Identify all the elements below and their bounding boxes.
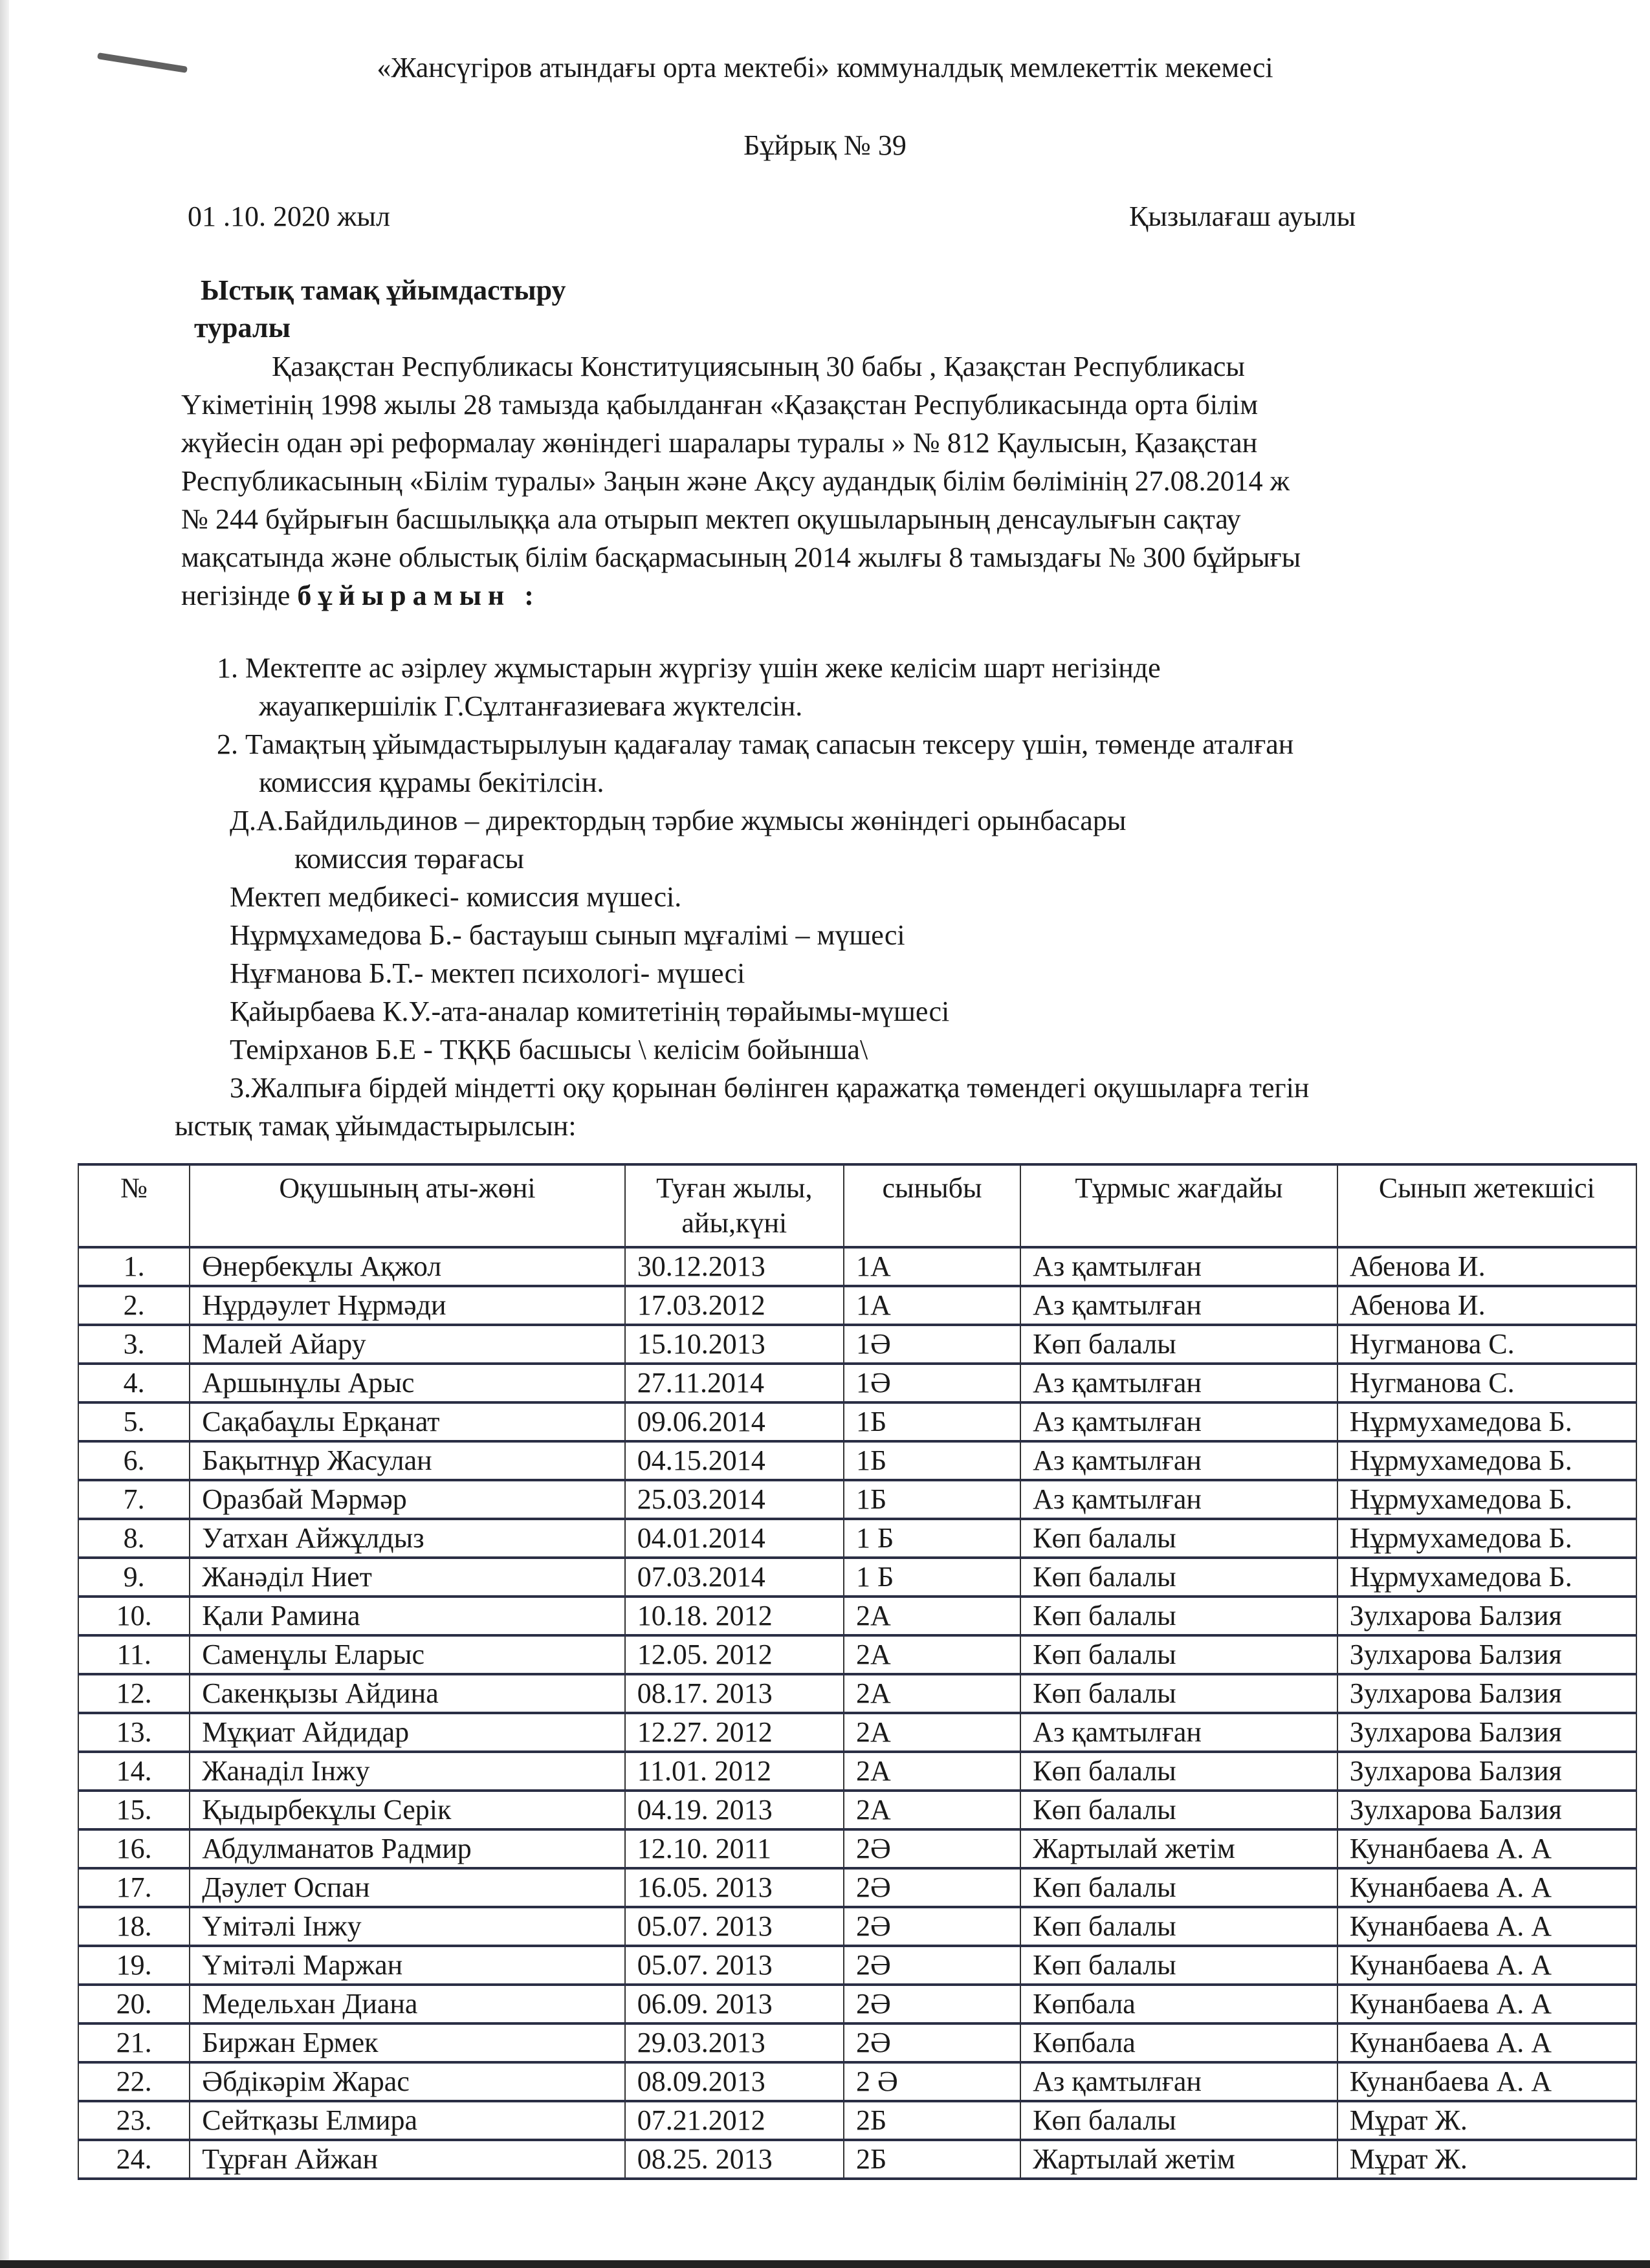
- cell-class-teacher: Кунанбаева А. А: [1337, 1946, 1636, 1985]
- cell-class-teacher: Мұрат Ж.: [1337, 2140, 1636, 2179]
- cell-student-name: Дәулет Оспан: [190, 1868, 624, 1907]
- cell-birth-date: 27.11.2014: [625, 1364, 844, 1402]
- cell-class-teacher: Абенова И.: [1337, 1247, 1636, 1286]
- cell-class-teacher: Зулхарова Балзия: [1337, 1752, 1636, 1791]
- cell-student-name: Қали Рамина: [190, 1597, 624, 1635]
- table-row: [78, 1674, 1636, 1713]
- commission-member: Нұғманова Б.Т.- мектеп психологі- мүшесі: [230, 957, 745, 989]
- cell-class-teacher: Кунанбаева А. А: [1337, 2062, 1636, 2101]
- cell-birth-date: 10.18. 2012: [625, 1597, 844, 1635]
- order-word: бұйырамын :: [297, 580, 540, 611]
- cell-number: 5.: [78, 1402, 190, 1441]
- cell-living-conditions: Аз қамтылған: [1020, 1364, 1337, 1402]
- cell-class: 2Ә: [844, 1946, 1020, 1985]
- cell-class: 1Ә: [844, 1325, 1020, 1364]
- cell-birth-date: 04.15.2014: [625, 1441, 844, 1480]
- cell-birth-date: 07.03.2014: [625, 1558, 844, 1597]
- cell-class: 2Ә: [844, 1907, 1020, 1946]
- cell-student-name: Уатхан Айжұлдыз: [190, 1519, 624, 1558]
- cell-number: 11.: [78, 1635, 190, 1674]
- item-1-line-2: жауапкершілік Г.Сұлтанғазиеваға жүктелсін.: [259, 690, 803, 722]
- cell-student-name: Биржан Ермек: [190, 2023, 624, 2062]
- cell-class-teacher: Кунанбаева А. А: [1337, 1985, 1636, 2023]
- preamble-line: № 244 бұйрығын басшылыққа ала отырып мектеп оқушыларының денсаулығын сақтау: [181, 503, 1241, 535]
- cell-student-name: Саменұлы Еларыс: [190, 1635, 624, 1674]
- cell-class-teacher: Абенова И.: [1337, 1286, 1636, 1325]
- cell-class-teacher: Нугманова С.: [1337, 1325, 1636, 1364]
- cell-class-teacher: Нұрмухамедова Б.: [1337, 1441, 1636, 1480]
- cell-living-conditions: Аз қамтылған: [1020, 1402, 1337, 1441]
- cell-birth-date: 09.06.2014: [625, 1402, 844, 1441]
- cell-number: 10.: [78, 1597, 190, 1635]
- order-place: Қызылағаш ауылы: [1129, 201, 1356, 232]
- preamble-line: Қазақстан Республикасы Конституциясының 30 бабы , Қазақстан Республикасы: [272, 351, 1245, 382]
- cell-class-teacher: Нугманова С.: [1337, 1364, 1636, 1402]
- cell-number: 16.: [78, 1829, 190, 1868]
- table-row: [78, 1713, 1636, 1752]
- cell-birth-date: 06.09. 2013: [625, 1985, 844, 2023]
- cell-birth-date: 04.01.2014: [625, 1519, 844, 1558]
- table-row: [78, 1752, 1636, 1791]
- cell-class: 1А: [844, 1247, 1020, 1286]
- cell-class-teacher: Нұрмухамедова Б.: [1337, 1558, 1636, 1597]
- cell-class: 1 Б: [844, 1558, 1020, 1597]
- cell-number: 7.: [78, 1480, 190, 1519]
- cell-class: 2А: [844, 1597, 1020, 1635]
- cell-number: 6.: [78, 1441, 190, 1480]
- cell-class-teacher: Кунанбаева А. А: [1337, 1829, 1636, 1868]
- cell-student-name: Бақытнұр Жасулан: [190, 1441, 624, 1480]
- cell-student-name: Тұрған Айжан: [190, 2140, 624, 2179]
- commission-member: Д.А.Байдильдинов – директордың тәрбие жұмысы жөніндегі орынбасары: [230, 805, 1127, 836]
- cell-class: 2Ә: [844, 1868, 1020, 1907]
- cell-birth-date: 05.07. 2013: [625, 1907, 844, 1946]
- cell-number: 18.: [78, 1907, 190, 1946]
- cell-birth-date: 05.07. 2013: [625, 1946, 844, 1985]
- table-row: [78, 1519, 1636, 1558]
- preamble-last-line: [181, 577, 540, 615]
- cell-class-teacher: Зулхарова Балзия: [1337, 1674, 1636, 1713]
- cell-number: 9.: [78, 1558, 190, 1597]
- cell-birth-date: 07.21.2012: [625, 2101, 844, 2140]
- preamble-line: Республикасының «Білім туралы» Заңын және Ақсу аудандық білім бөлімінің 27.08.2014 ж: [181, 465, 1290, 497]
- table-row: [78, 1791, 1636, 1829]
- cell-class: 2А: [844, 1674, 1020, 1713]
- cell-birth-date: 08.25. 2013: [625, 2140, 844, 2179]
- table-row: [78, 1985, 1636, 2023]
- cell-student-name: Мұқиат Айдидар: [190, 1713, 624, 1752]
- table-row: [78, 1325, 1636, 1364]
- table-row: [78, 2023, 1636, 2062]
- cell-birth-date: 08.17. 2013: [625, 1674, 844, 1713]
- cell-living-conditions: Көпбала: [1020, 2023, 1337, 2062]
- header-class: сыныбы: [844, 1164, 1020, 1247]
- table-row: [78, 1946, 1636, 1985]
- institution-name: «Жансүгіров атындағы орта мектебі» коммуналдық мемлекеттік мекемесі: [377, 52, 1273, 83]
- cell-student-name: Абдулманатов Радмир: [190, 1829, 624, 1868]
- cell-student-name: Үмітәлі Інжу: [190, 1907, 624, 1946]
- cell-number: 13.: [78, 1713, 190, 1752]
- subject-line-1: Ыстық тамақ ұйымдастыру: [201, 274, 566, 306]
- cell-student-name: Жанәділ Ниет: [190, 1558, 624, 1597]
- cell-class-teacher: Кунанбаева А. А: [1337, 2023, 1636, 2062]
- cell-class: 2Ә: [844, 1985, 1020, 2023]
- cell-student-name: Сакенқызы Айдина: [190, 1674, 624, 1713]
- cell-number: 1.: [78, 1247, 190, 1286]
- preamble-line: мақсатында және облыстық білім басқармасының 2014 жылғы 8 тамыздағы № 300 бұйрығы: [181, 541, 1301, 573]
- cell-living-conditions: Көп балалы: [1020, 1946, 1337, 1985]
- header-birth-date: Туған жылы, айы,күні: [625, 1164, 844, 1247]
- cell-class: 1Б: [844, 1402, 1020, 1441]
- cell-number: 23.: [78, 2101, 190, 2140]
- cell-class-teacher: Зулхарова Балзия: [1337, 1791, 1636, 1829]
- cell-birth-date: 12.27. 2012: [625, 1713, 844, 1752]
- cell-student-name: Өнербекұлы Ақжол: [190, 1247, 624, 1286]
- header-class-teacher: Сынып жетекшісі: [1337, 1164, 1636, 1247]
- preamble-line: Үкіметінің 1998 жылы 28 тамызда қабылданған «Қазақстан Республикасында орта білім: [181, 389, 1259, 420]
- table-row: [78, 2140, 1636, 2179]
- subject-line-2: туралы: [194, 312, 291, 343]
- cell-number: 8.: [78, 1519, 190, 1558]
- header-student-name: Оқушының аты-жөні: [190, 1164, 624, 1247]
- table-row: [78, 1558, 1636, 1597]
- table-header-row: [78, 1164, 1636, 1247]
- cell-class-teacher: Мұрат Ж.: [1337, 2101, 1636, 2140]
- cell-living-conditions: Көп балалы: [1020, 2101, 1337, 2140]
- cell-student-name: Сейтқазы Елмира: [190, 2101, 624, 2140]
- cell-living-conditions: Аз қамтылған: [1020, 1247, 1337, 1286]
- commission-member: комиссия төрағасы: [294, 843, 524, 875]
- cell-class: 2Б: [844, 2140, 1020, 2179]
- cell-class-teacher: Кунанбаева А. А: [1337, 1907, 1636, 1946]
- cell-living-conditions: Көп балалы: [1020, 1519, 1337, 1558]
- item-3-line-2: ыстық тамақ ұйымдастырылсын:: [175, 1110, 577, 1142]
- cell-birth-date: 12.05. 2012: [625, 1635, 844, 1674]
- cell-number: 22.: [78, 2062, 190, 2101]
- cell-class-teacher: Зулхарова Балзия: [1337, 1597, 1636, 1635]
- cell-class-teacher: Кунанбаева А. А: [1337, 1868, 1636, 1907]
- cell-living-conditions: Аз қамтылған: [1020, 1441, 1337, 1480]
- table-row: [78, 2062, 1636, 2101]
- cell-living-conditions: Аз қамтылған: [1020, 1480, 1337, 1519]
- cell-living-conditions: Көп балалы: [1020, 1752, 1337, 1791]
- cell-class: 1А: [844, 1286, 1020, 1325]
- cell-student-name: Қыдырбекұлы Серік: [190, 1791, 624, 1829]
- cell-number: 12.: [78, 1674, 190, 1713]
- table-row: [78, 1829, 1636, 1868]
- cell-class: 1Б: [844, 1441, 1020, 1480]
- table-row: [78, 1247, 1636, 1286]
- preamble-line: жүйесін одан әрі реформалау жөніндегі шаралары туралы » № 812 Қаулысын, Қазақстан: [181, 427, 1258, 459]
- table-row: [78, 1907, 1636, 1946]
- cell-class-teacher: Зулхарова Балзия: [1337, 1713, 1636, 1752]
- cell-birth-date: 08.09.2013: [625, 2062, 844, 2101]
- cell-class-teacher: Зулхарова Балзия: [1337, 1635, 1636, 1674]
- cell-student-name: Сақабаұлы Ерқанат: [190, 1402, 624, 1441]
- cell-birth-date: 12.10. 2011: [625, 1829, 844, 1868]
- cell-number: 14.: [78, 1752, 190, 1791]
- cell-class: 2Б: [844, 2101, 1020, 2140]
- table-row: [78, 1364, 1636, 1402]
- order-date: 01 .10. 2020 жыл: [188, 201, 390, 232]
- cell-number: 17.: [78, 1868, 190, 1907]
- cell-number: 2.: [78, 1286, 190, 1325]
- cell-class: 2Ә: [844, 2023, 1020, 2062]
- cell-living-conditions: Аз қамтылған: [1020, 1713, 1337, 1752]
- cell-living-conditions: Жартылай жетім: [1020, 2140, 1337, 2179]
- cell-birth-date: 29.03.2013: [625, 2023, 844, 2062]
- cell-birth-date: 11.01. 2012: [625, 1752, 844, 1791]
- item-3-line-1: 3.Жалпыға бірдей міндетті оқу қорынан бөлінген қаражатқа төмендегі оқушыларға тегін: [230, 1072, 1310, 1104]
- cell-living-conditions: Көп балалы: [1020, 1558, 1337, 1597]
- cell-student-name: Малей Айару: [190, 1325, 624, 1364]
- cell-living-conditions: Көп балалы: [1020, 1597, 1337, 1635]
- cell-birth-date: 17.03.2012: [625, 1286, 844, 1325]
- cell-class: 2А: [844, 1791, 1020, 1829]
- table-row: [78, 1597, 1636, 1635]
- table-row: [78, 1402, 1636, 1441]
- cell-living-conditions: Көп балалы: [1020, 1325, 1337, 1364]
- commission-member: Темірханов Б.Е - ТҚҚБ басшысы \ келісім бойынша\: [230, 1034, 868, 1065]
- cell-student-name: Оразбай Мәрмәр: [190, 1480, 624, 1519]
- cell-class-teacher: Нұрмухамедова Б.: [1337, 1402, 1636, 1441]
- cell-birth-date: 25.03.2014: [625, 1480, 844, 1519]
- cell-living-conditions: Аз қамтылған: [1020, 1286, 1337, 1325]
- cell-living-conditions: Көп балалы: [1020, 1791, 1337, 1829]
- cell-birth-date: 16.05. 2013: [625, 1868, 844, 1907]
- cell-birth-date: 30.12.2013: [625, 1247, 844, 1286]
- cell-number: 4.: [78, 1364, 190, 1402]
- cell-number: 20.: [78, 1985, 190, 2023]
- cell-number: 3.: [78, 1325, 190, 1364]
- cell-living-conditions: Аз қамтылған: [1020, 2062, 1337, 2101]
- table-row: [78, 1441, 1636, 1480]
- cell-student-name: Үмітәлі Маржан: [190, 1946, 624, 1985]
- cell-number: 24.: [78, 2140, 190, 2179]
- cell-class: 2А: [844, 1752, 1020, 1791]
- cell-class: 2Ә: [844, 1829, 1020, 1868]
- cell-class-teacher: Нұрмухамедова Б.: [1337, 1519, 1636, 1558]
- cell-student-name: Аршынұлы Арыс: [190, 1364, 624, 1402]
- cell-class: 1Ә: [844, 1364, 1020, 1402]
- table-row: [78, 1286, 1636, 1325]
- item-2-line-1: 2. Тамақтың ұйымдастырылуын қадағалау тамақ сапасын тексеру үшін, төменде аталған: [217, 728, 1294, 760]
- cell-living-conditions: Көп балалы: [1020, 1868, 1337, 1907]
- cell-number: 19.: [78, 1946, 190, 1985]
- scan-bottom-edge: [0, 2260, 1650, 2268]
- cell-living-conditions: Көпбала: [1020, 1985, 1337, 2023]
- cell-student-name: Жанаділ Інжу: [190, 1752, 624, 1791]
- preamble-prefix: негізінде: [181, 580, 298, 611]
- table-row: [78, 2101, 1636, 2140]
- cell-class-teacher: Нұрмухамедова Б.: [1337, 1480, 1636, 1519]
- item-1-line-1: 1. Мектепте ас әзірлеу жұмыстарын жүргізу үшін жеке келісім шарт негізінде: [217, 652, 1161, 684]
- cell-birth-date: 04.19. 2013: [625, 1791, 844, 1829]
- table-row: [78, 1868, 1636, 1907]
- cell-student-name: Нұрдәулет Нұрмәди: [190, 1286, 624, 1325]
- table-body: [78, 1247, 1636, 2179]
- table-row: [78, 1635, 1636, 1674]
- header-living-conditions: Тұрмыс жағдайы: [1020, 1164, 1337, 1247]
- cell-class: 1 Б: [844, 1519, 1020, 1558]
- cell-number: 15.: [78, 1791, 190, 1829]
- cell-living-conditions: Көп балалы: [1020, 1674, 1337, 1713]
- cell-class: 2А: [844, 1635, 1020, 1674]
- order-title: Бұйрық № 39: [743, 129, 907, 161]
- commission-member: Нұрмұхамедова Б.- бастауыш сынып мұғалімі – мүшесі: [230, 919, 905, 951]
- cell-birth-date: 15.10.2013: [625, 1325, 844, 1364]
- cell-class: 1Б: [844, 1480, 1020, 1519]
- cell-living-conditions: Көп балалы: [1020, 1907, 1337, 1946]
- commission-member: Қайырбаева К.У.-ата-аналар комитетінің төрайымы-мүшесі: [230, 996, 950, 1027]
- scan-edge: [0, 0, 9, 2268]
- table-row: [78, 1480, 1636, 1519]
- cell-living-conditions: Жартылай жетім: [1020, 1829, 1337, 1868]
- students-table: [78, 1163, 1637, 2180]
- commission-member: Мектеп медбикесі- комиссия мүшесі.: [230, 881, 682, 913]
- header-number: №: [78, 1164, 190, 1247]
- cell-number: 21.: [78, 2023, 190, 2062]
- cell-student-name: Әбдікәрім Жарас: [190, 2062, 624, 2101]
- cell-living-conditions: Көп балалы: [1020, 1635, 1337, 1674]
- item-2-line-2: комиссия құрамы бекітілсін.: [259, 767, 604, 798]
- cell-class: 2 Ә: [844, 2062, 1020, 2101]
- cell-student-name: Медельхан Диана: [190, 1985, 624, 2023]
- cell-class: 2А: [844, 1713, 1020, 1752]
